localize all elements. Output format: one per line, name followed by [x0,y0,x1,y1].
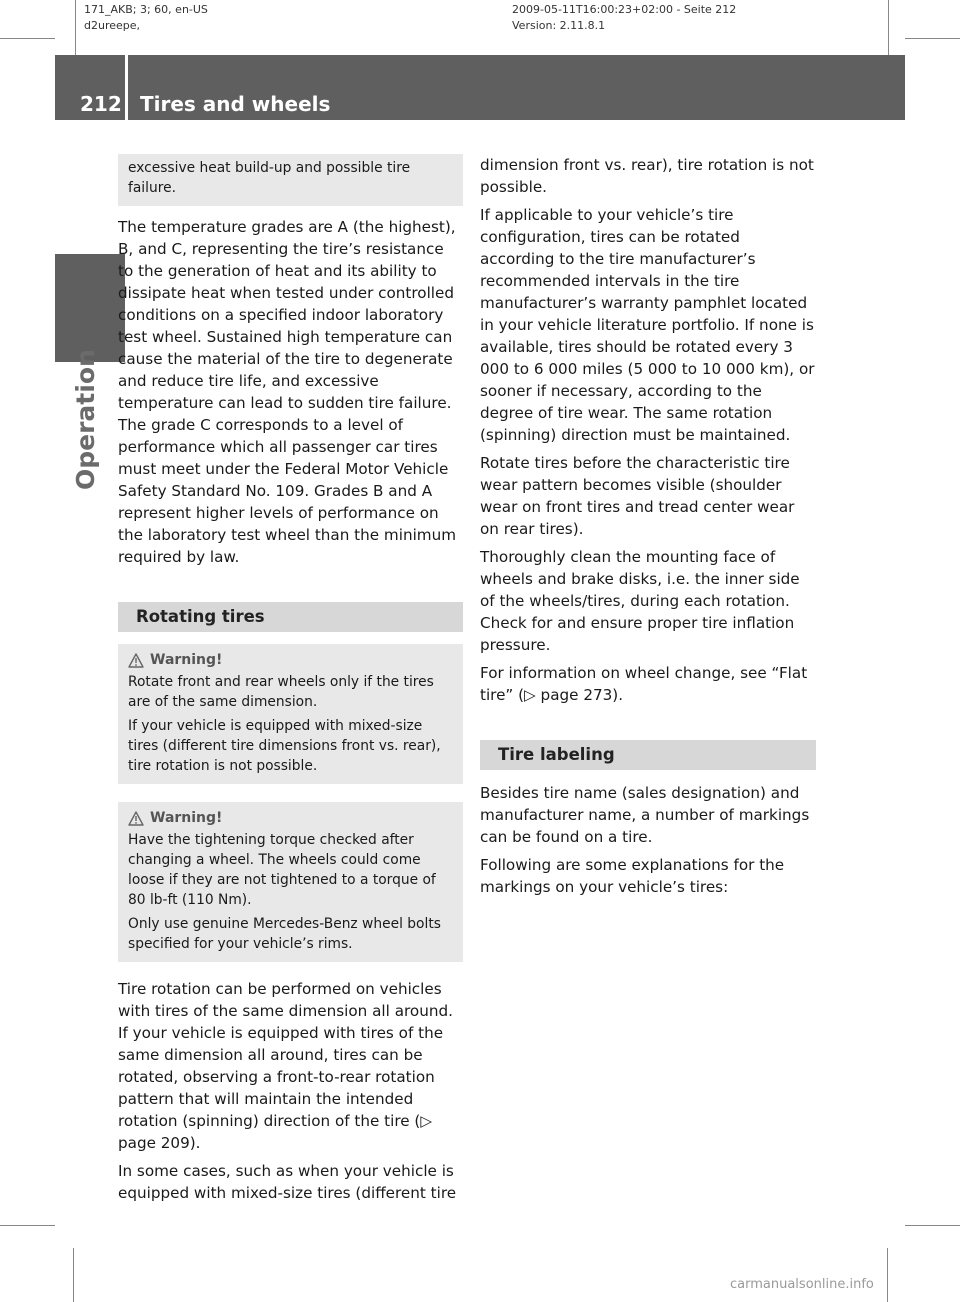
meta-text: 171_AKB; 3; 60, en-US [84,3,208,16]
continued-box [118,154,463,206]
crop-mark [905,38,960,39]
crop-mark [75,0,76,55]
crop-mark [905,1225,960,1226]
print-meta-right [512,2,736,34]
print-meta-left [84,2,208,34]
paragraph: dimension front vs. rear), tire rotation is not possible. [480,156,814,196]
paragraph: Thoroughly clean the mounting face of wheels and brake disks, i.e. the inner side of the wheels/tires, during each rotation. Check for and ensure proper tire inflation pressure. [480,548,800,654]
warning-triangle-icon [128,653,144,668]
warning-text: If your vehicle is equipped with mixed-size tires (different tire dimensions front vs. rear), tire rotation is not possible. [128,718,441,774]
paragraph: Besides tire name (sales designation) and manufacturer name, a number of markings can be found on a tire. [480,784,810,846]
crop-mark [73,1248,74,1302]
warning-title [128,808,455,828]
right-column [480,154,816,904]
crop-mark [888,0,889,55]
warning-triangle-icon [128,811,144,826]
meta-text: 2009-05-11T16:00:23+02:00 - Seite 212 [512,3,737,16]
paragraph: In some cases, such as when your vehicle is equipped with mixed-size tires (different tire [118,1162,457,1202]
side-tab-label: Operation [71,349,100,490]
page-title: Tires and wheels [140,92,331,116]
crop-mark [0,1225,55,1226]
warning-text: Only use genuine Mercedes-Benz wheel bolts specified for your vehicle’s rims. [128,916,441,952]
box-text: excessive heat build-up and possible tire failure. [128,160,411,196]
paragraph: For information on wheel change, see “Flat tire” (▷ page 273). [480,664,808,704]
paragraph: Following are some explanations for the markings on your vehicle’s tires: [480,856,785,896]
meta-text: d2ureepe, [84,19,141,32]
warning-box [118,644,463,784]
warning-text: Have the tightening torque checked after changing a wheel. The wheels could come loose if they are not tightened to a torque of 80 lb-ft (110 Nm). [128,832,436,908]
warning-box [118,802,463,962]
meta-text: Version: 2.11.8.1 [512,19,606,32]
section-heading-tire-labeling: Tire labeling [480,740,816,770]
warning-label: Warning! [150,652,223,668]
page-number: 212 [80,92,122,116]
paragraph: If applicable to your vehicle’s tire configuration, tires can be rotated according to the tire manufacturer’s recommended intervals in the tire manufacturer’s warranty pamphlet located in your vehicle literature portfolio. If none is available, tires should be rotated every 3 000 to 6 000 miles (5 000 to 10 000 km), or sooner if necessary, according to the degree of tire wear. The same rotation (spinning) direction must be maintained. [480,206,815,444]
left-column [118,154,463,1210]
watermark: carmanualsonline.info [730,1277,874,1292]
warning-text: Rotate front and rear wheels only if the tires are of the same dimension. [128,674,434,710]
crop-mark [887,1248,888,1302]
warning-label: Warning! [150,810,223,826]
section-heading-rotating-tires: Rotating tires [118,602,463,632]
paragraph: Tire rotation can be performed on vehicles with tires of the same dimension all around. If your vehicle is equipped with tires of the same dimension all around, tires can be rotated, observing a front-to-rear rotation pattern that will maintain the intended rotation (spinning) direction of the tire (▷ page 209). [118,980,453,1152]
warning-title [128,650,455,670]
paragraph: Rotate tires before the characteristic tire wear pattern becomes visible (shoulder wear on front tires and tread center wear on rear tires). [480,454,795,538]
header-divider [125,55,128,120]
crop-mark [0,38,55,39]
paragraph: The temperature grades are A (the highest), B, and C, representing the tire’s resistance to the generation of heat and its ability to dissipate heat when tested under controlled conditions on a specified indoor laboratory test wheel. Sustained high temperature can cause the material of the tire to degenerate and reduce tire life, and excessive temperature can lead to sudden tire failure. The grade C corresponds to a level of performance which all passenger car tires must meet under the Federal Motor Vehicle Safety Standard No. 109. Grades B and A represent higher levels of performance on the laboratory test wheel than the minimum required by law. [118,218,457,566]
